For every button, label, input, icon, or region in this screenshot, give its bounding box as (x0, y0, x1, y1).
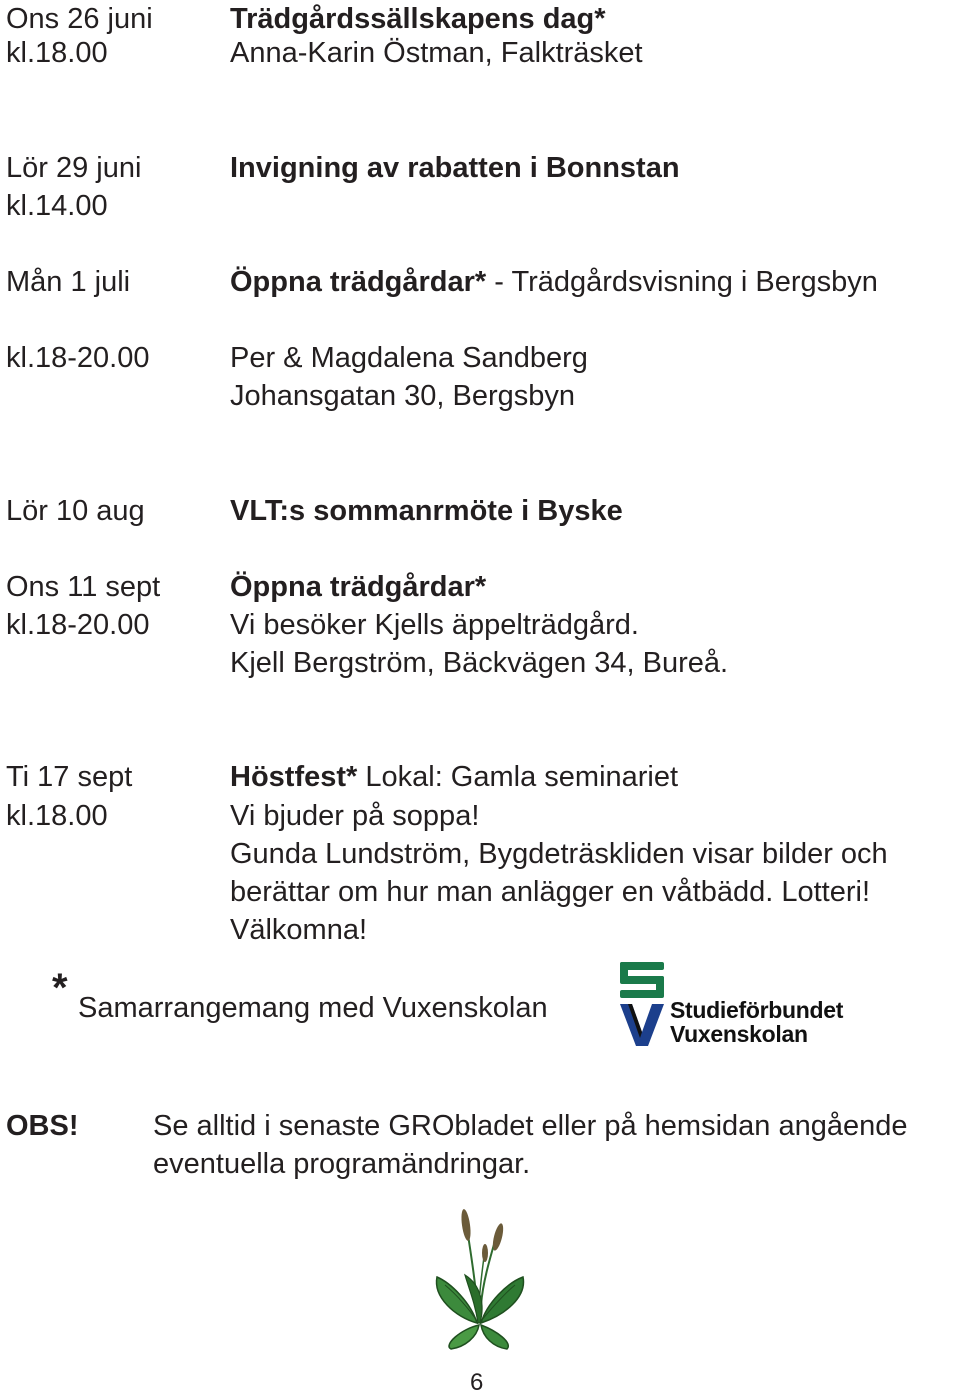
event-date: Ons 11 sept (6, 571, 161, 603)
notice-text: Se alltid i senaste GRObladet eller på hemsidan angående (153, 1110, 908, 1142)
logo-text-line2: Vuxenskolan (670, 1021, 808, 1047)
logo-mark-icon (618, 960, 670, 1052)
event-title: Trädgårdssällskapens dag* (230, 3, 606, 35)
notice-label: OBS! (6, 1110, 79, 1142)
event-detail: Gunda Lundström, Bygdeträskliden visar bilder och (230, 838, 888, 870)
notice-text: eventuella programändringar. (153, 1148, 531, 1180)
event-date: Lör 29 juni (6, 152, 142, 184)
event-time: kl.18.00 (6, 37, 108, 69)
footnote-text: Samarrangemang med Vuxenskolan (78, 992, 548, 1024)
event-date: Ons 26 juni (6, 3, 153, 35)
event-title: VLT:s sommanrmöte i Byske (230, 495, 623, 527)
event-detail: Johansgatan 30, Bergsbyn (230, 380, 576, 412)
page-number: 6 (470, 1369, 484, 1396)
event-detail: Per & Magdalena Sandberg (230, 342, 588, 374)
event-detail: berättar om hur man anlägger en våtbädd. Lotteri! (230, 876, 870, 908)
event-title-line (230, 263, 878, 301)
vuxenskolan-logo (618, 960, 898, 1052)
event-time: kl.14.00 (6, 190, 108, 222)
event-title-line (230, 758, 678, 796)
event-detail: Anna-Karin Östman, Falkträsket (230, 37, 643, 69)
plantain-illustration (425, 1205, 535, 1350)
event-date: Mån 1 juli (6, 266, 131, 298)
event-title: Öppna trädgårdar* (230, 571, 487, 603)
event-title: Öppna trädgårdar* (230, 266, 487, 298)
event-title: Invigning av rabatten i Bonnstan (230, 152, 680, 184)
event-title-rest: Lokal: Gamla seminariet (357, 761, 679, 793)
logo-text-line1: Studieförbundet (670, 997, 844, 1023)
event-time: kl.18.00 (6, 800, 108, 832)
event-date: Lör 10 aug (6, 495, 145, 527)
event-title-rest: - Trädgårdsvisning i Bergsbyn (486, 266, 878, 298)
event-time: kl.18-20.00 (6, 609, 150, 641)
event-detail: Välkomna! (230, 914, 368, 946)
event-detail: Vi bjuder på soppa! (230, 800, 480, 832)
event-detail: Vi besöker Kjells äppelträdgård. (230, 609, 639, 641)
event-detail: Kjell Bergström, Bäckvägen 34, Bureå. (230, 647, 729, 679)
event-title: Höstfest* (230, 761, 358, 793)
event-time: kl.18-20.00 (6, 342, 150, 374)
footnote-asterisk: * (52, 966, 68, 1010)
event-date: Ti 17 sept (6, 761, 133, 793)
